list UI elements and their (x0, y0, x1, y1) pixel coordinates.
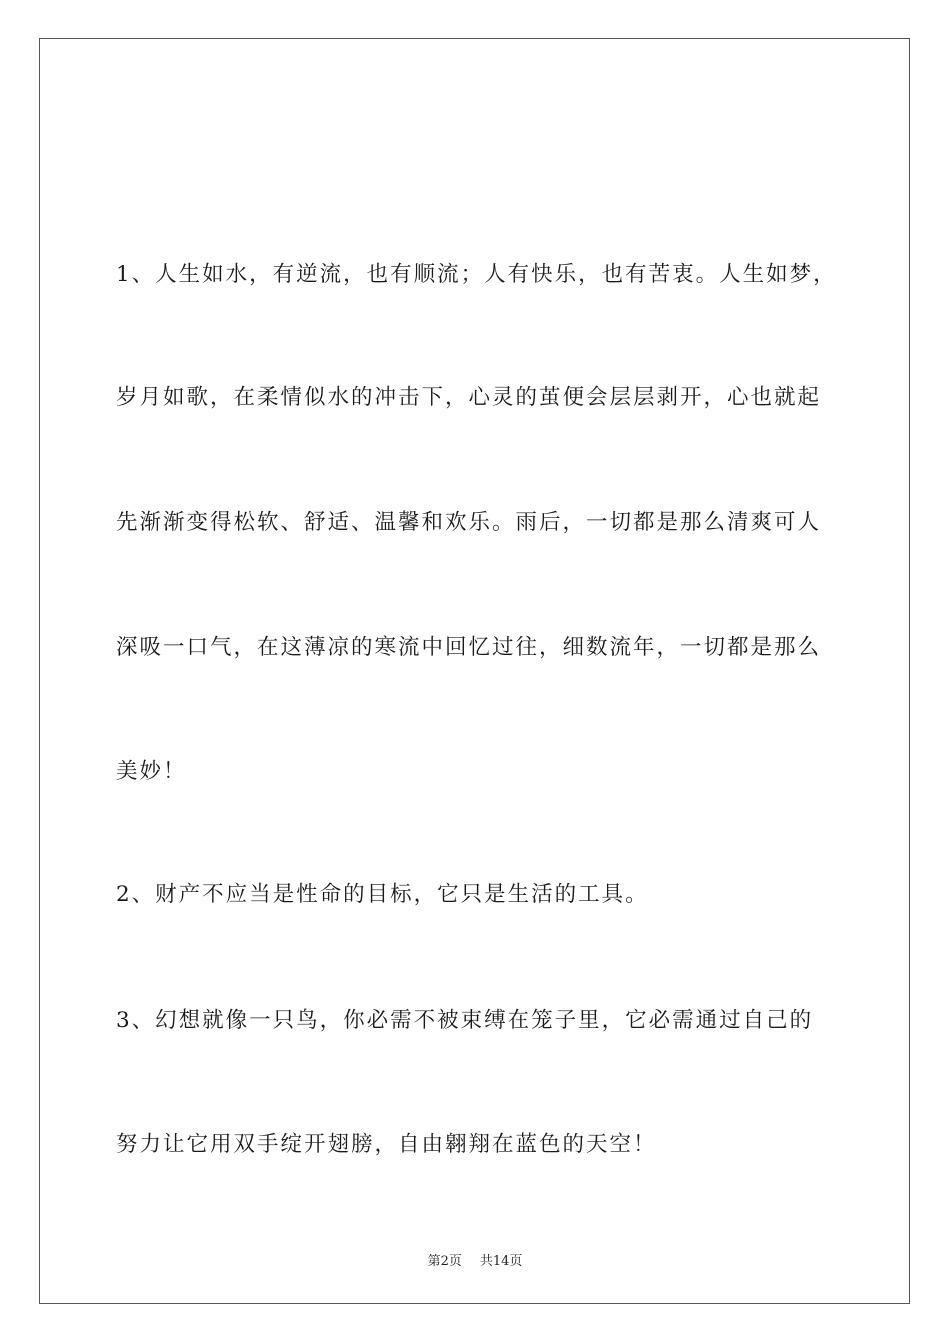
paragraph-line: 1、人生如水，有逆流，也有顺流；人有快乐，也有苦衷。人生如梦， (116, 262, 837, 287)
page-frame (39, 38, 910, 1304)
paragraph-line: 2、财产不应当是性命的目标，它只是生活的工具。 (116, 882, 649, 907)
paragraph-line: 岁月如歌，在柔情似水的冲击下，心灵的茧便会层层剥开，心也就起 (116, 385, 822, 410)
paragraph-line: 美妙！ (116, 759, 187, 784)
page-number: 第2页 (427, 1254, 462, 1269)
paragraph-line: 努力让它用双手绽开翅膀，自由翱翔在蓝色的天空！ (116, 1132, 657, 1157)
page-total: 共14页 (479, 1254, 523, 1269)
page-footer (0, 1250, 950, 1269)
paragraph-line: 3、幻想就像一只鸟，你必需不被束缚在笼子里，它必需通过自己的 (116, 1008, 814, 1033)
paragraph-line: 深吸一口气，在这薄凉的寒流中回忆过往，细数流年，一切都是那么 (116, 635, 822, 660)
paragraph-line: 先渐渐变得松软、舒适、温馨和欢乐。雨后，一切都是那么清爽可人 (116, 510, 822, 535)
